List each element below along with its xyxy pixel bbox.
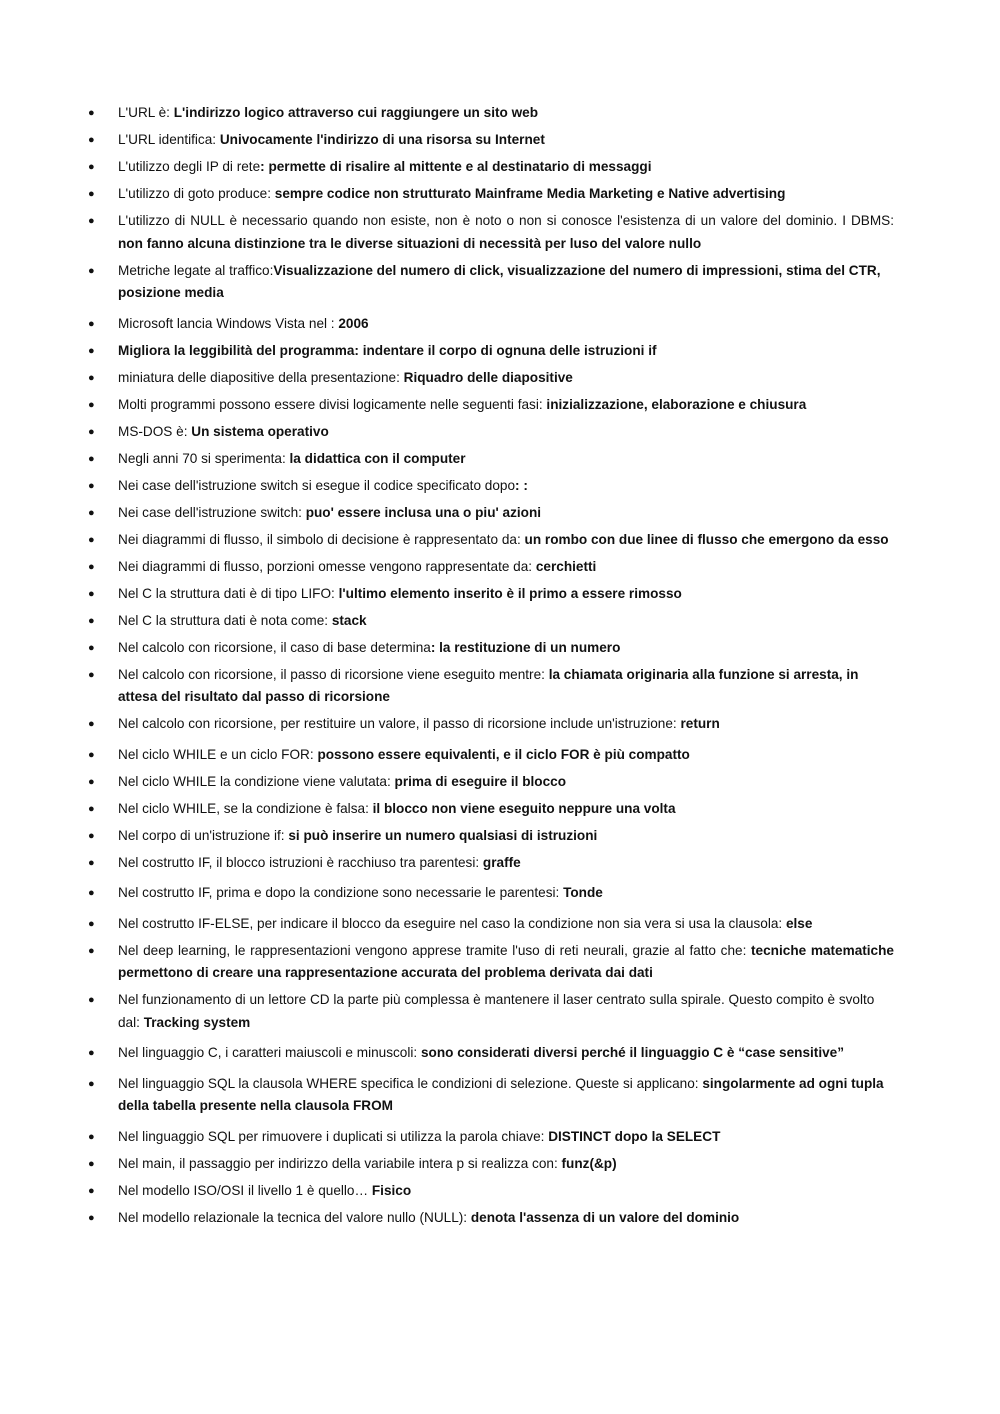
answer-text: DISTINCT dopo la SELECT [548,1128,721,1144]
question-text: L'URL è: [118,105,174,120]
bullet-icon: ● [88,829,95,842]
answer-text: Fisico [371,1182,412,1198]
list-item [88,713,894,736]
bullet-icon: ● [88,452,95,465]
list-item [88,421,894,444]
bullet-icon: ● [88,587,95,600]
question-text: Nel calcolo con ricorsione, il caso di base determina [118,639,431,655]
question-text: Nel ciclo WHILE la condizione viene valutata: [118,773,395,789]
list-item [88,529,894,552]
list-item [88,1153,894,1176]
list-item [88,1207,894,1230]
answer-text: Migliora la leggibilità del programma: indentare il corpo di ognuna delle istruzioni if [118,342,657,358]
question-text: Nel corpo di un'istruzione if: [118,827,289,843]
question-text: Nel costrutto IF, prima e dopo la condizione sono necessarie le parentesi: [118,885,564,900]
question-text: Metriche legate al traffico: [118,262,274,278]
bullet-icon: ● [88,1047,95,1059]
question-text: Nei case dell'istruzione switch: [118,504,306,520]
list-item [88,313,894,336]
answer-text: l'ultimo elemento inserito è il primo a essere rimosso [338,585,682,601]
bullet-icon: ● [88,1157,95,1170]
question-text: Nel linguaggio SQL la clausola WHERE specifica le condizioni di selezione. Queste si applicano: [118,1075,703,1091]
answer-text: return [680,716,720,731]
answer-text: funz(&p) [561,1155,617,1171]
bullet-icon: ● [88,1130,95,1143]
list-item [88,1180,894,1203]
bullet-icon: ● [88,344,95,357]
question-text: L'utilizzo di goto produce: [118,186,275,201]
question-text: Nel ciclo WHILE e un ciclo FOR: [118,746,318,762]
question-text: Nei case dell'istruzione switch si esegue il codice specificato dopo [118,477,516,493]
answer-text: graffe [482,854,521,870]
answer-text: possono essere equivalenti, e il ciclo FOR è più compatto [317,746,690,762]
answer-text: singolarmente ad ogni tupla della tabella presente nella clausola FROM [118,1075,884,1113]
bullet-icon: ● [88,506,95,519]
bullet-icon: ● [88,264,95,277]
answer-text: sono considerati diversi perché il linguaggio C è “case sensitive” [420,1045,845,1060]
bullet-icon: ● [88,188,95,200]
bullet-icon: ● [88,775,95,788]
qa-bullet-list [88,102,894,1234]
list-item [88,852,894,875]
bullet-icon: ● [88,748,95,761]
answer-text: Visualizzazione del numero di click, visualizzazione del numero di impressioni, stima del CTR, posizione media [118,262,881,300]
list-item [88,183,894,206]
list-item [88,260,894,305]
question-text: Nel costrutto IF-ELSE, per indicare il blocco da eseguire nel caso la condizione non sia vera si usa la clausola: [118,915,786,931]
list-item [88,448,894,471]
bullet-icon: ● [88,560,95,573]
answer-text: : la restituzione di un numero [430,639,621,655]
list-item [88,771,894,794]
question-text: Nel funzionamento di un lettore CD la parte più complessa è mantenere il laser centrato sulla spirale. Questo compito è svolto dal: [118,992,875,1030]
list-item [88,156,894,179]
list-item [88,475,894,498]
answer-text: inizializzazione, elaborazione e chiusura [546,396,807,412]
bullet-icon: ● [88,718,95,730]
answer-text: : : [515,477,528,493]
list-item [88,502,894,525]
bullet-icon: ● [88,161,95,173]
answer-text: Univocamente l'indirizzo di una risorsa su Internet [219,132,545,147]
bullet-icon: ● [88,479,95,492]
list-item [88,610,894,633]
question-text: Nel main, il passaggio per indirizzo della variabile intera p si realizza con: [118,1155,562,1171]
answer-text: cerchietti [535,558,597,574]
list-item [88,102,894,125]
bullet-icon: ● [88,425,95,438]
answer-text: 2006 [338,315,369,331]
answer-text: non fanno alcuna distinzione tra le diverse situazioni di necessità per luso del valore nullo [118,235,702,251]
list-item [88,129,894,152]
answer-text: la didattica con il computer [289,450,466,466]
question-text: Nel C la struttura dati è nota come: [118,612,332,628]
bullet-icon: ● [88,614,95,627]
list-item [88,664,894,709]
question-text: L'URL identifica: [118,132,220,147]
bullet-icon: ● [88,134,95,146]
list-item [88,913,894,936]
list-item [88,940,894,985]
list-item [88,744,894,767]
answer-text: stack [331,612,367,628]
question-text: Molti programmi possono essere divisi logicamente nelle seguenti fasi: [118,396,547,412]
bullet-icon: ● [88,398,95,411]
answer-text: la chiamata originaria alla funzione si arresta, in attesa del risultato dal passo di ricorsione [118,666,859,704]
question-text: MS-DOS è: [118,423,192,439]
list-item [88,1042,894,1065]
answer-text: un rombo con due linee di flusso che emergono da esso [524,531,889,547]
list-item [88,583,894,606]
list-item [88,556,894,579]
answer-text: else [785,915,813,931]
list-item [88,367,894,390]
answer-text: Tracking system [143,1014,251,1030]
question-text: miniatura delle diapositive della presentazione: [118,369,404,385]
question-text: Nei diagrammi di flusso, il simbolo di decisione è rappresentato da: [118,531,525,547]
bullet-icon: ● [88,994,95,1006]
bullet-icon: ● [88,802,95,815]
question-text: Nel calcolo con ricorsione, il passo di ricorsione viene eseguito mentre: [118,666,549,682]
question-text: Nel modello relazionale la tecnica del valore nullo (NULL): [118,1209,471,1225]
bullet-icon: ● [88,1077,95,1090]
question-text: L'utilizzo degli IP di rete [118,159,261,174]
answer-text: puo' essere inclusa una o piu' azioni [305,504,542,520]
question-text: L'utilizzo di NULL è necessario quando non esiste, non è noto o non si conosce l'esistenza di un valore del dominio. I DBMS: [118,213,894,228]
list-item [88,340,894,363]
bullet-icon: ● [88,641,95,654]
question-text: Nel modello ISO/OSI il livello 1 è quello… [118,1182,372,1198]
answer-text: Un sistema operativo [191,423,329,439]
question-text: Negli anni 70 si sperimenta: [118,450,290,466]
bullet-icon: ● [88,533,95,546]
question-text: Nel linguaggio C, i caratteri maiuscoli e minuscoli: [118,1045,421,1060]
question-text: Nel C la struttura dati è di tipo LIFO: [118,585,339,601]
bullet-icon: ● [88,1211,95,1224]
question-text: Nel costrutto IF, il blocco istruzioni è racchiuso tra parentesi: [118,854,483,870]
question-text: Microsoft lancia Windows Vista nel : [118,315,339,331]
list-item [88,394,894,417]
bullet-icon: ● [88,317,95,330]
list-item [88,882,894,905]
answer-text: prima di eseguire il blocco [394,773,567,789]
bullet-icon: ● [88,856,95,869]
list-item [88,989,894,1034]
list-item [88,1073,894,1118]
bullet-icon: ● [88,107,95,119]
list-item [88,637,894,660]
answer-text: si può inserire un numero qualsiasi di istruzioni [288,827,598,843]
bullet-icon: ● [88,1184,95,1197]
question-text: Nel deep learning, le rappresentazioni vengono apprese tramite l'uso di reti neurali, grazie al fatto che: [118,942,752,958]
answer-text: : permette di risalire al mittente e al destinatario di messaggi [260,159,652,174]
bullet-icon: ● [88,371,95,384]
bullet-icon: ● [88,887,95,899]
question-text: Nel linguaggio SQL per rimuovere i duplicati si utilizza la parola chiave: [118,1128,549,1144]
list-item [88,798,894,821]
answer-text: denota l'assenza di un valore del dominio [470,1209,740,1225]
answer-text: tecniche matematiche permettono di creare una rappresentazione accurata del problema derivata dai dati [118,942,894,980]
answer-text: Tonde [563,885,603,900]
answer-text: il blocco non viene eseguito neppure una volta [372,800,676,816]
bullet-icon: ● [88,917,95,930]
question-text: Nel ciclo WHILE, se la condizione è falsa: [118,800,373,816]
question-text: Nei diagrammi di flusso, porzioni omesse vengono rappresentate da: [118,558,536,574]
list-item [88,1126,894,1149]
answer-text: L'indirizzo logico attraverso cui raggiungere un sito web [173,105,539,120]
bullet-icon: ● [88,944,95,957]
question-text: Nel calcolo con ricorsione, per restituire un valore, il passo di ricorsione include un'istruzione: [118,716,681,731]
answer-text: sempre codice non strutturato Mainframe Media Marketing e Native advertising [274,186,786,201]
bullet-icon: ● [88,215,95,227]
list-item [88,825,894,848]
bullet-icon: ● [88,668,95,681]
answer-text: Riquadro delle diapositive [403,369,573,385]
list-item [88,210,894,255]
